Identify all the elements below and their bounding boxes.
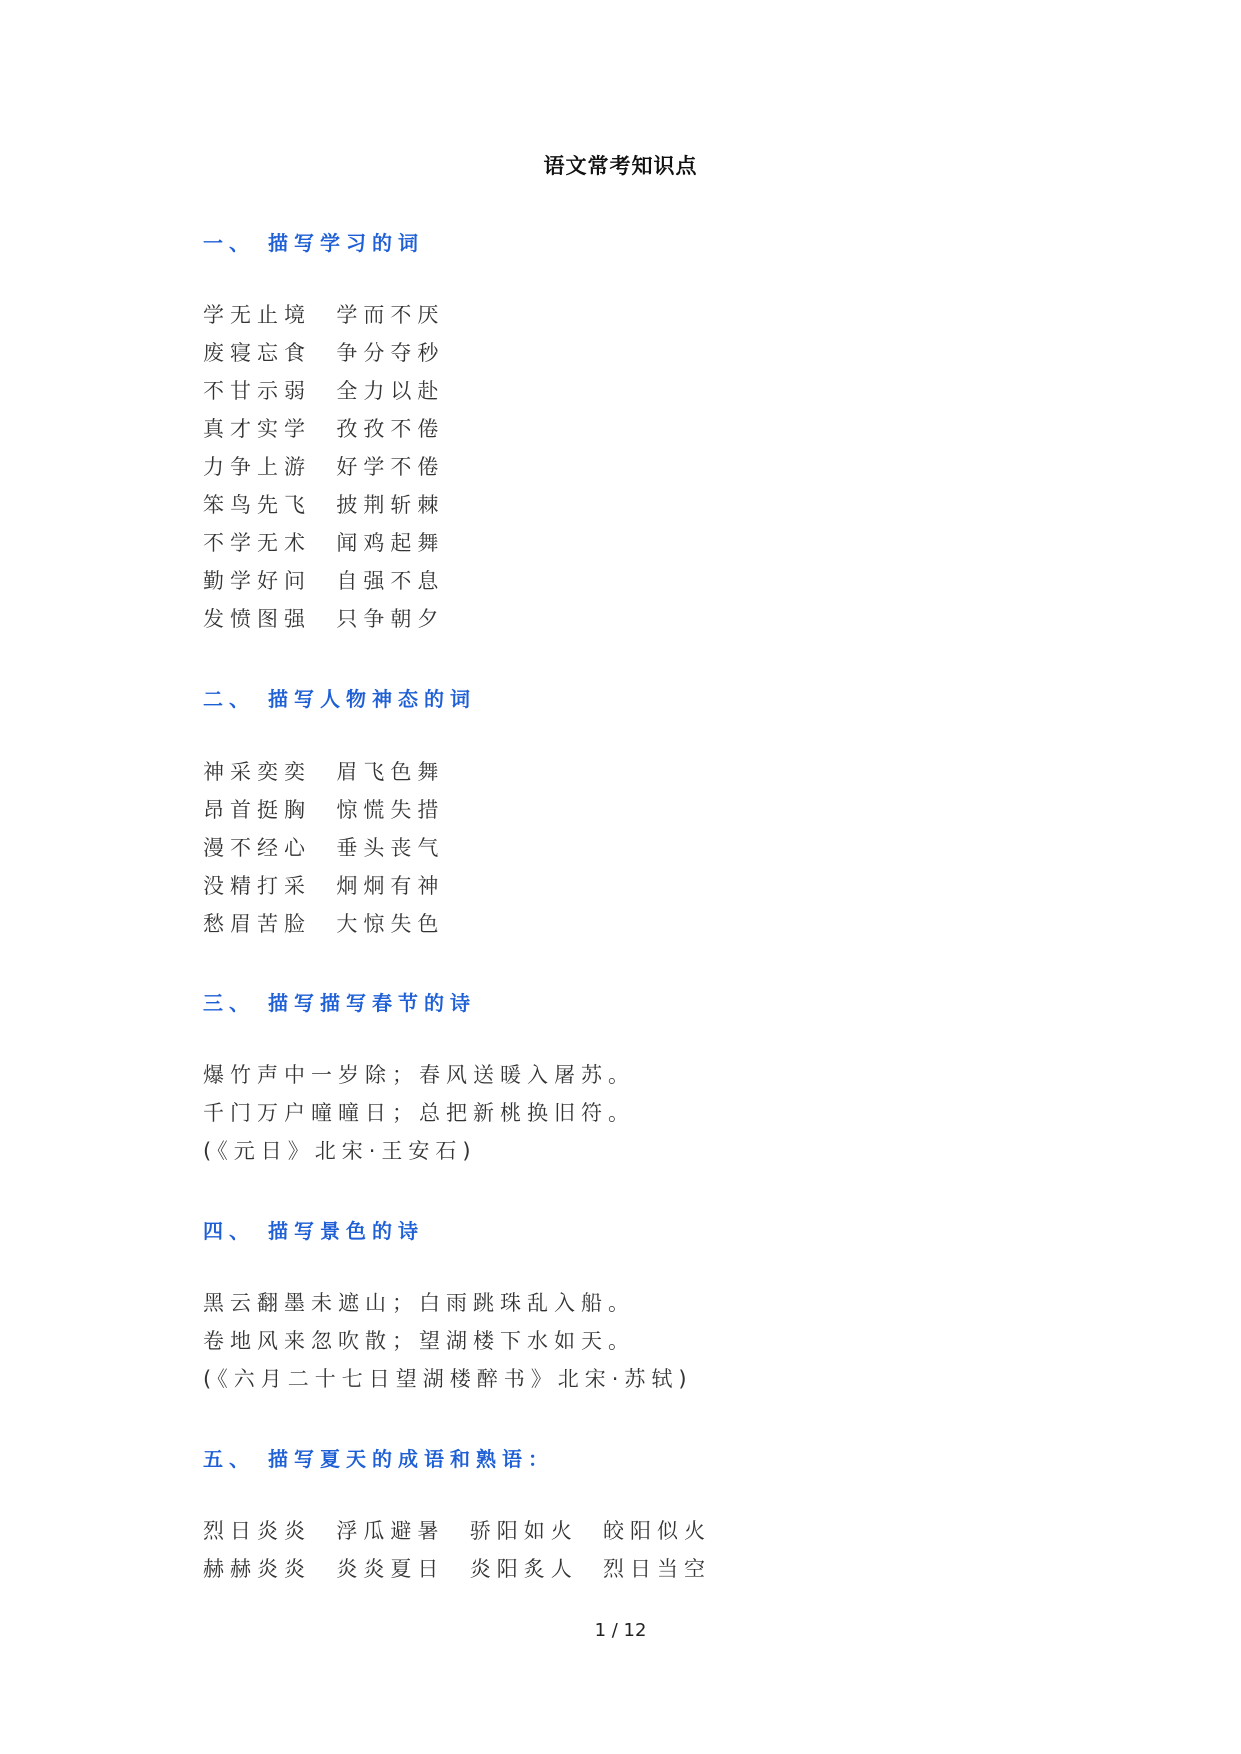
section-heading: 四、 描写景色的诗: [203, 1219, 424, 1243]
section-heading: 二、 描写人物神态的词: [203, 687, 476, 711]
section-line: 爆竹声中一岁除；春风送暖入屠苏。: [203, 1063, 635, 1087]
section-line: 笨鸟先飞 披荆斩棘: [203, 493, 445, 517]
section-heading: 一、 描写学习的词: [203, 231, 424, 255]
section-line: 勤学好问 自强不息: [203, 569, 445, 593]
section-line: 废寝忘食 争分夺秒: [203, 341, 445, 365]
section-line: 漫不经心 垂头丧气: [203, 836, 445, 860]
section-line: 不学无术 闻鸡起舞: [203, 531, 445, 555]
section-line: 学无止境 学而不厌: [203, 303, 445, 327]
section-line: 烈日炎炎 浮瓜避暑 骄阳如火 皎阳似火: [203, 1519, 712, 1543]
page-number: 1 / 12: [594, 1620, 647, 1641]
section-line: 昂首挺胸 惊慌失措: [203, 798, 445, 822]
page-title: 语文常考知识点: [543, 154, 698, 178]
section-heading: 五、 描写夏天的成语和熟语：: [203, 1447, 554, 1471]
section-heading: 三、 描写描写春节的诗: [203, 991, 476, 1015]
section-line: 黑云翻墨未遮山；白雨跳珠乱入船。: [203, 1291, 635, 1315]
section-line: 发愤图强 只争朝夕: [203, 607, 445, 631]
section-line: 千门万户曈曈日；总把新桃换旧符。: [203, 1101, 635, 1125]
section-line: (《六月二十七日望湖楼醉书》北宋·苏轼): [203, 1367, 693, 1391]
section-line: (《元日》北宋·王安石): [203, 1139, 477, 1163]
section-line: 力争上游 好学不倦: [203, 455, 445, 479]
section-line: 赫赫炎炎 炎炎夏日 炎阳炙人 烈日当空: [203, 1557, 712, 1581]
section-line: 不甘示弱 全力以赴: [203, 379, 445, 403]
section-line: 愁眉苦脸 大惊失色: [203, 912, 445, 936]
section-line: 真才实学 孜孜不倦: [203, 417, 445, 441]
section-line: 神采奕奕 眉飞色舞: [203, 760, 445, 784]
section-line: 没精打采 炯炯有神: [203, 874, 445, 898]
section-line: 卷地风来忽吹散；望湖楼下水如天。: [203, 1329, 635, 1353]
